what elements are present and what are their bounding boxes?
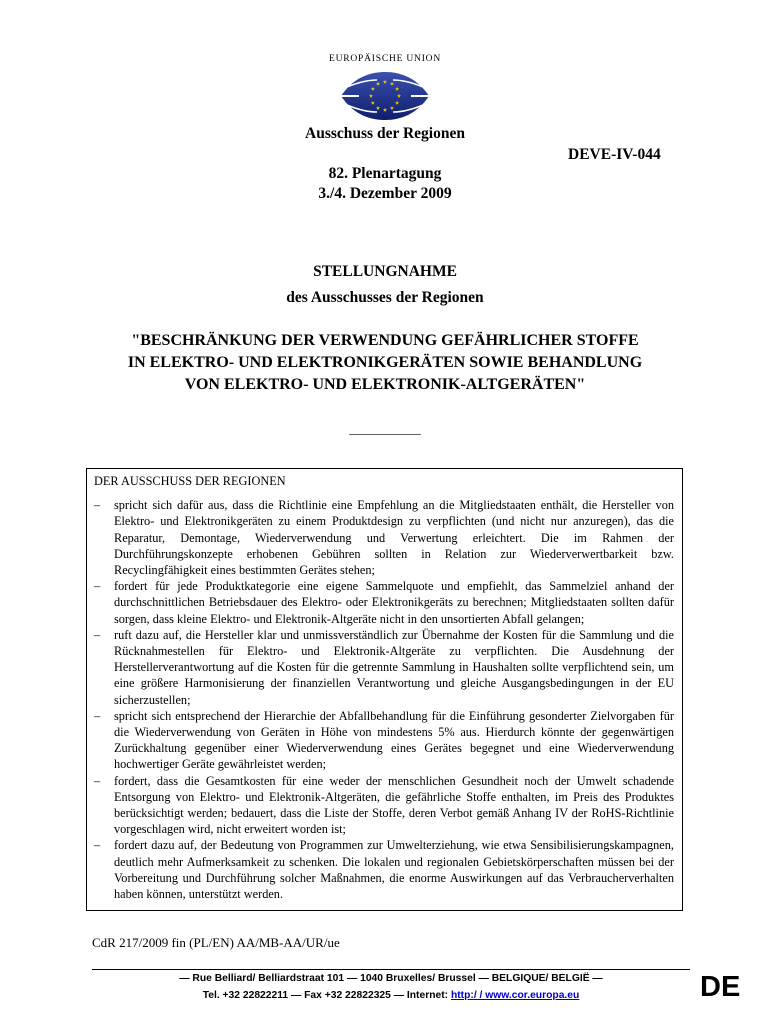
list-item: [94, 627, 674, 708]
session-date: 3./4. Dezember 2009: [318, 185, 452, 202]
bullet-dash: –: [94, 838, 101, 853]
committee-name: Ausschuss der Regionen: [305, 125, 465, 142]
cor-logo-icon: [339, 68, 431, 124]
eu-label: EUROPÄISCHE UNION: [328, 54, 442, 64]
footer: [92, 970, 690, 1004]
title-line-2: IN ELEKTRO- UND ELEKTRONIKGERÄTEN SOWIE BEHANDLUNG: [127, 354, 643, 371]
list-item-text: ruft dazu auf, die Hersteller klar und unmissverständlich zur Übernahme der Kosten für die Sammlung und die Rücknahmestellen für Elektro- und Elektronik-Altgeräte zu verpflichten. Die Ausdehnung der Herstellerverantwortung auf die Kosten für die getrennte Sammlung in Haushalten sollte verpflichtend sein, um eine größere Harmonisierung der finanziellen Verantwortung und gleiche Ausgangsbedingungen in der EU sicherzustellen;: [114, 627, 674, 707]
list-item: [94, 708, 674, 773]
list-item-text: spricht sich dafür aus, dass die Richtlinie eine Empfehlung an die Mitgliedstaaten enthält, die Hersteller von Elektro- und Elektronikgeräten zu einem Produktdesign zu verpflichten (und nicht nur anzuregen), das die Reparatur, Demontage, Wiederverwendung und Verwertung erleichtert. Die im Rahmen der Durchführungskonzepte erhobenen Gebühren sollten in Relation zur Wiederverwertbarkeit bzw. Recyclingfähigkeit eines bestimmten Gerätes stehen;: [114, 498, 674, 578]
opinion-subtitle: des Ausschusses der Regionen: [286, 289, 484, 306]
bullet-dash: –: [94, 627, 101, 642]
website-link[interactable]: http:/ / www.cor.europa.eu: [450, 990, 580, 1001]
bullet-dash: –: [94, 498, 101, 513]
opinion-label: STELLUNGNAHME: [313, 263, 457, 280]
summary-heading: DER AUSSCHUSS DER REGIONEN: [94, 474, 286, 488]
footer-phone-fax: Tel. +32 22822211 — Fax +32 22822325 — Internet:: [202, 990, 451, 1001]
list-item-text: fordert dazu auf, der Bedeutung von Programmen zur Umwelterziehung, wie etwa Sensibilisierungskampagnen, deutlich mehr Aufmerksamkeit zu schenken. Die lokalen und regionalen Gebietskörperschaften müssen bei der Vorbereitung und Durchführung solcher Maßnahmen, die enorme Auswirkungen auf das Verbraucherverhalten haben können, unterstützt werden.: [114, 838, 674, 902]
footer-contact: [92, 987, 690, 1004]
bullet-dash: –: [94, 708, 101, 723]
opinion-heading: [0, 259, 770, 311]
list-item: [94, 773, 674, 838]
document-code: CdR 217/2009 fin (PL/EN) AA/MB-AA/UR/ue: [92, 935, 340, 950]
separator: ___________: [349, 421, 421, 436]
list-item: [94, 578, 674, 627]
opinion-title: [0, 330, 770, 396]
title-line-1: "BESCHRÄNKUNG DER VERWENDUNG GEFÄHRLICHER STOFFE: [131, 332, 639, 349]
session-info: [0, 164, 770, 204]
list-item: [94, 837, 674, 902]
bullet-dash: –: [94, 579, 101, 594]
list-item-text: spricht sich entsprechend der Hierarchie der Abfallbehandlung für die Einführung gesonderter Zielvorgaben für die Wiederverwendung von Geräten in Höhe von mindestens 5% aus. Hierdurch könnte der gegenwärtigen Zurückhaltung gegenüber einer Wiederverwendung eines Gerätes begegnet und eine Wiederverwendung hochwertiger Geräte gewährleistet werden;: [114, 708, 674, 772]
summary-list: [94, 497, 674, 902]
bullet-dash: –: [94, 773, 101, 788]
language-code: DE: [700, 971, 741, 1003]
list-item: [94, 497, 674, 578]
list-item-text: fordert, dass die Gesamtkosten für eine weder der menschlichen Gesundheit noch der Umwelt schadende Entsorgung von Elektro- und Elektronik-Altgeräten, die gefährliche Stoffe enthalten, im Preis des Produktes berücksichtigt werden; bedauert, dass die Liste der Stoffe, deren Verbot gemäß Anhang IV der RoHS-Richtlinie vorgeschlagen wird, nicht erweitert worden ist;: [114, 773, 674, 837]
footer-address: — Rue Belliard/ Belliardstraat 101 — 1040 Bruxelles/ Brussel — BELGIQUE/ BELGIË —: [179, 973, 603, 984]
document-reference: DEVE-IV-044: [568, 146, 661, 163]
summary-box: [86, 468, 683, 911]
title-line-3: VON ELEKTRO- UND ELEKTRONIK-ALTGERÄTEN": [184, 376, 586, 393]
plenary-session: 82. Plenartagung: [328, 165, 442, 182]
list-item-text: fordert für jede Produktkategorie eine eigene Sammelquote und empfiehlt, das Sammelziel anhand der durchschnittlichen Betriebsdauer des Elektro- oder Elektronikgeräts zu berechnen; Mitgliedstaaten sollten dafür sorgen, dass kleine Elektro- und Elektronik-Altgeräte nicht in den unsortierten Abfall gelangen;: [114, 579, 674, 626]
